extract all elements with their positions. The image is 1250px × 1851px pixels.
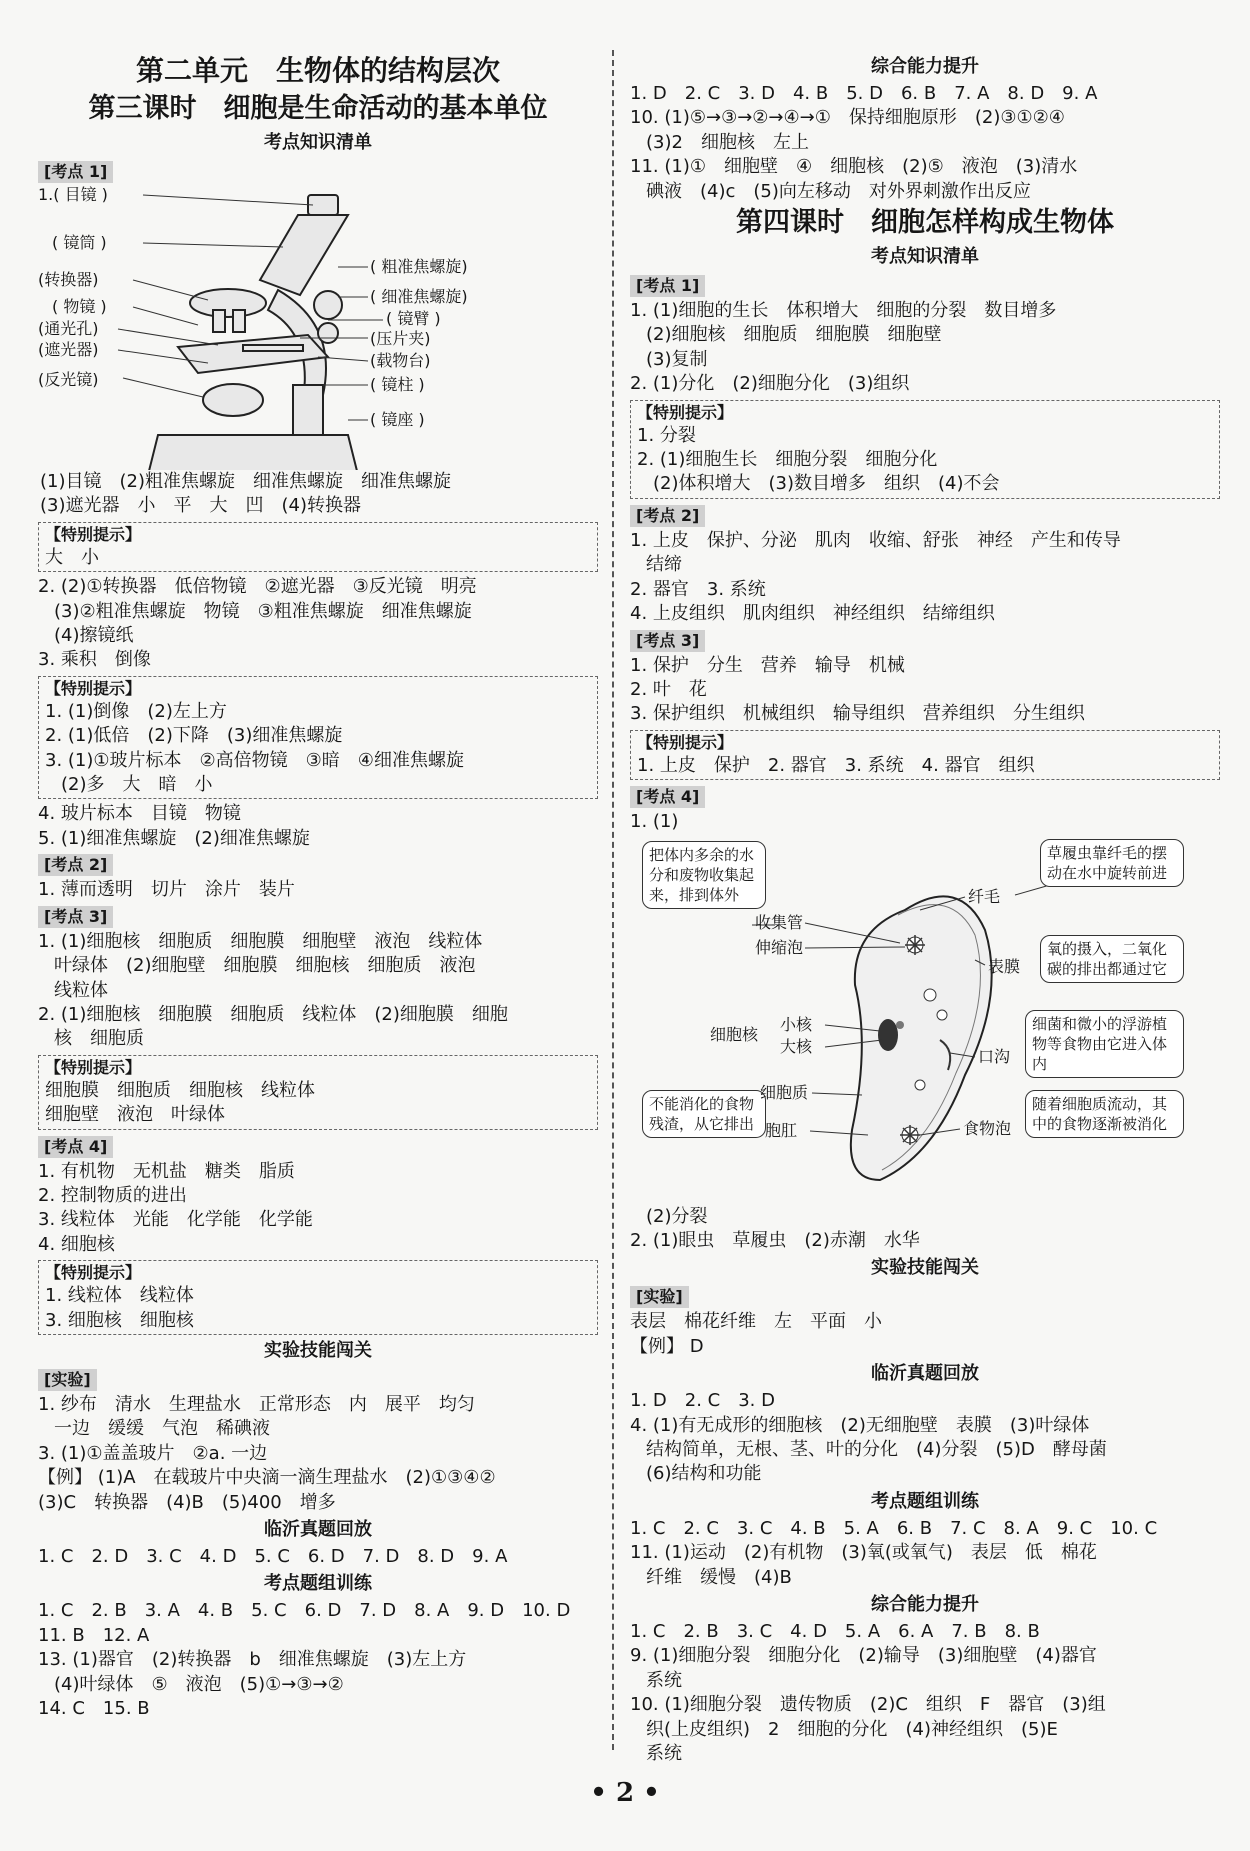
text-line: 4. (1)有无成形的细胞核 (2)无细胞壁 表膜 (3)叶绿体: [630, 1414, 1090, 1436]
label-membrane: 表膜: [988, 956, 1021, 976]
lesson-title: 第三课时 细胞是生命活动的基本单位: [88, 93, 548, 124]
tip-box: [38, 676, 598, 800]
tag-experiment: [实验]: [630, 1286, 689, 1308]
text-line: 14. C 15. B: [38, 1698, 150, 1720]
left-column: [38, 52, 598, 1721]
label-clip: (压片夹): [370, 329, 431, 348]
tip-title: 【特别提示】: [45, 1057, 142, 1077]
tip-box: [630, 730, 1220, 780]
tip-line: 1. 分裂: [637, 424, 696, 446]
label-nucleus: 细胞核: [710, 1024, 759, 1044]
text-line: 1. (1): [630, 811, 679, 833]
right-column: [630, 52, 1220, 1766]
text-line: 结缔: [646, 554, 682, 576]
text-line: 1. C 2. C 3. C 4. B 5. A 6. B 7. C 8. A 9. C 10. C: [630, 1517, 1158, 1539]
label-coarse-knob: ( 粗准焦螺旋): [370, 257, 468, 276]
text-line: 1. D 2. C 3. D 4. B 5. D 6. B 7. A 8. D 9. A: [630, 83, 1098, 104]
section-comprehensive: 综合能力提升: [871, 56, 979, 77]
text-line: 纤维 缓慢 (4)B: [646, 1566, 792, 1588]
callout-contractile: 把体内多余的水分和废物收集起来，排到体外: [642, 841, 766, 909]
text-line: 系统: [646, 1669, 682, 1691]
text-line: 叶绿体 (2)细胞壁 细胞膜 细胞核 细胞质 液泡: [54, 955, 476, 977]
tip-line: 细胞壁 液泡 叶绿体: [45, 1104, 225, 1126]
section-checklist: 考点知识清单: [264, 132, 372, 153]
tip-line: 细胞膜 细胞质 细胞核 线粒体: [45, 1079, 315, 1101]
text-line: 核 细胞质: [54, 1028, 144, 1050]
text-line: 线粒体: [54, 979, 108, 1001]
text-line: 2. 叶 花: [630, 678, 707, 700]
tag-k2: [考点 2]: [630, 505, 705, 527]
text-line: (3)C 转换器 (4)B (5)400 增多: [38, 1491, 336, 1513]
text-line: 11. (1)运动 (2)有机物 (3)氧(或氧气) 表层 低 棉花: [630, 1542, 1097, 1564]
text-line: (3)遮光器 小 平 大 凹 (4)转换器: [40, 495, 361, 517]
tip-line: (2)多 大 暗 小: [61, 774, 213, 796]
text-line: 3. 乘积 倒像: [38, 649, 151, 671]
label-anal-pore: 胞肛: [765, 1120, 798, 1140]
paramecium-figure: [630, 835, 1220, 1205]
text-line: 1. C 2. B 3. A 4. B 5. C 6. D 7. D 8. A 9. D 10. D: [38, 1600, 571, 1622]
text-line: (1)目镜 (2)粗准焦螺旋 细准焦螺旋 细准焦螺旋: [40, 471, 451, 492]
text-line: 一边 缓缓 气泡 稀碘液: [54, 1418, 270, 1440]
tip-box: [38, 1260, 598, 1335]
text-line: 3. (1)①盖盖玻片 ②a. 一边: [38, 1442, 268, 1464]
tip-title: 【特别提示】: [45, 524, 142, 544]
text-line: 【例】 D: [630, 1335, 704, 1357]
label-diaphragm: (遮光器): [38, 340, 99, 359]
column-divider: [612, 50, 614, 1750]
text-line: 1. D 2. C 3. D: [630, 1390, 775, 1412]
text-line: 11. B 12. A: [38, 1624, 150, 1646]
tag-k3: [考点 3]: [38, 906, 113, 928]
text-line: (2)细胞核 细胞质 细胞膜 细胞壁: [646, 324, 942, 346]
text-line: 4. 细胞核: [38, 1233, 115, 1255]
tip-line: 1. (1)倒像 (2)左上方: [45, 700, 227, 722]
label-micronucleus: 小核: [780, 1014, 813, 1034]
text-line: (3)2 细胞核 左上: [646, 131, 809, 153]
label-aperture: (通光孔): [38, 319, 99, 338]
label-nosepiece: (转换器): [38, 270, 99, 289]
text-line: (4)擦镜纸: [54, 625, 134, 647]
section-experiment: 实验技能闯关: [264, 1339, 372, 1361]
text-line: (6)结构和功能: [646, 1463, 762, 1485]
tip-line: 2. (1)细胞生长 细胞分裂 细胞分化: [637, 449, 938, 471]
tip-title: 【特别提示】: [637, 732, 734, 752]
text-line: 2. (1)分化 (2)细胞分化 (3)组织: [630, 373, 910, 395]
tip-box: [38, 1055, 598, 1130]
label-collecting-canal: 收集管: [755, 912, 804, 932]
label-base: ( 镜座 ): [370, 410, 425, 429]
label-cytoplasm: 细胞质: [760, 1082, 809, 1102]
tag-k2: [考点 2]: [38, 854, 113, 876]
callout-food-vacuole: 随着细胞质流动，其中的食物逐渐被消化: [1025, 1090, 1184, 1138]
label-contractile-vacuole: 伸缩泡: [755, 937, 804, 957]
text-line: (4)叶绿体 ⑤ 液泡 (5)①→③→②: [54, 1673, 344, 1695]
tip-title: 【特别提示】: [45, 678, 142, 698]
text-line: 【例】 (1)A 在载玻片中央滴一滴生理盐水 (2)①③④②: [38, 1467, 496, 1489]
section-training: 考点题组训练: [264, 1573, 372, 1595]
section-real-exam: 临沂真题回放: [871, 1363, 979, 1385]
page-number: • 2 •: [590, 1778, 660, 1808]
label-stage: (载物台): [370, 351, 431, 370]
text-line: 13. (1)器官 (2)转换器 b 细准焦螺旋 (3)左上方: [38, 1649, 467, 1671]
label-pillar: ( 镜柱 ): [370, 375, 425, 394]
microscope-figure: [38, 185, 598, 470]
text-line: 织(上皮组织) 2 细胞的分化 (4)神经组织 (5)E: [646, 1718, 1058, 1740]
text-line: 10. (1)⑤→③→②→④→① 保持细胞原形 (2)③①②④: [630, 107, 1065, 129]
text-line: 2. (1)细胞核 细胞膜 细胞质 线粒体 (2)细胞膜 细胞: [38, 1003, 508, 1025]
section-checklist: 考点知识清单: [871, 246, 979, 268]
callout-membrane: 氧的摄入，二氧化碳的排出都通过它: [1040, 935, 1184, 983]
text-line: 3. 线粒体 光能 化学能 化学能: [38, 1209, 313, 1231]
section-comprehensive: 综合能力提升: [871, 1594, 979, 1615]
label-macronucleus: 大核: [780, 1036, 813, 1056]
tag-k1: [考点 1]: [630, 275, 705, 297]
callout-cilia: 草履虫靠纤毛的摆动在水中旋转前进: [1040, 839, 1184, 887]
label-eyepiece: 1.( 目镜 ): [38, 185, 108, 204]
tip-line: (2)体积增大 (3)数目增多 组织 (4)不会: [653, 473, 1000, 495]
unit-title: 第二单元 生物体的结构层次: [135, 54, 500, 87]
text-line: 4. 玻片标本 目镜 物镜: [38, 803, 241, 825]
text-line: 1. (1)细胞核 细胞质 细胞膜 细胞壁 液泡 线粒体: [38, 930, 483, 952]
tip-box: [630, 400, 1220, 499]
label-objective: ( 物镜 ): [52, 297, 107, 316]
tag-k4: [考点 4]: [38, 1136, 113, 1158]
text-line: 碘液 (4)c (5)向左移动 对外界刺激作出反应: [646, 180, 1031, 202]
microscope-icon: [38, 185, 598, 470]
text-line: 11. (1)① 细胞壁 ④ 细胞核 (2)⑤ 液泡 (3)清水: [630, 156, 1078, 178]
text-line: 结构简单，无根、茎、叶的分化 (4)分裂 (5)D 酵母菌: [646, 1438, 1107, 1460]
text-line: 2. 器官 3. 系统: [630, 578, 766, 600]
callout-anal-pore: 不能消化的食物残渣，从它排出: [642, 1090, 766, 1138]
text-line: 5. (1)细准焦螺旋 (2)细准焦螺旋: [38, 827, 310, 849]
text-line: 4. 上皮组织 肌肉组织 神经组织 结缔组织: [630, 603, 995, 625]
tip-box: [38, 522, 598, 572]
text-line: 2. (1)眼虫 草履虫 (2)赤潮 水华: [630, 1229, 920, 1251]
label-food-vacuole: 食物泡: [963, 1118, 1012, 1138]
label-oral-groove: 口沟: [978, 1046, 1011, 1066]
label-cilia: 纤毛: [968, 886, 1001, 906]
section-experiment: 实验技能闯关: [871, 1257, 979, 1279]
text-line: 10. (1)细胞分裂 遗传物质 (2)C 组织 F 器官 (3)组: [630, 1694, 1106, 1716]
label-arm: ( 镜臂 ): [386, 309, 441, 328]
tip-line: 3. 细胞核 细胞核: [45, 1309, 194, 1331]
callout-oral-groove: 细菌和微小的浮游植物等食物由它进入体内: [1025, 1010, 1184, 1078]
text-line: 1. C 2. D 3. C 4. D 5. C 6. D 7. D 8. D 9. A: [38, 1546, 508, 1567]
text-line: 1. (1)细胞的生长 体积增大 细胞的分裂 数目增多: [630, 300, 1057, 322]
tip-line: 3. (1)①玻片标本 ②高倍物镜 ③暗 ④细准焦螺旋: [45, 749, 464, 771]
text-line: 系统: [646, 1743, 682, 1765]
text-line: 1. C 2. B 3. C 4. D 5. A 6. A 7. B 8. B: [630, 1621, 1040, 1642]
text-line: 2. (2)①转换器 低倍物镜 ②遮光器 ③反光镜 明亮: [38, 576, 477, 598]
tip-line: 2. (1)低倍 (2)下降 (3)细准焦螺旋: [45, 725, 343, 747]
text-line: (2)分裂: [646, 1205, 708, 1227]
section-real-exam: 临沂真题回放: [264, 1519, 372, 1540]
tag-k1: [考点 1]: [38, 161, 113, 183]
tip-line: 大 小: [45, 546, 99, 568]
text-line: (3)②粗准焦螺旋 物镜 ③粗准焦螺旋 细准焦螺旋: [54, 600, 472, 622]
tip-line: 1. 上皮 保护 2. 器官 3. 系统 4. 器官 组织: [637, 754, 1035, 776]
label-mirror: (反光镜): [38, 370, 99, 389]
label-fine-knob: ( 细准焦螺旋): [370, 287, 468, 306]
text-line: 2. 控制物质的进出: [38, 1184, 187, 1206]
label-tube: ( 镜筒 ): [52, 233, 107, 252]
text-line: 1. 有机物 无机盐 糖类 脂质: [38, 1160, 295, 1182]
text-line: 1. 上皮 保护、分泌 肌肉 收缩、舒张 神经 产生和传导: [630, 529, 1121, 551]
tip-title: 【特别提示】: [637, 402, 734, 422]
text-line: 1. 薄而透明 切片 涂片 装片: [38, 879, 295, 901]
text-line: 3. 保护组织 机械组织 输导组织 营养组织 分生组织: [630, 703, 1085, 725]
text-line: 1. 保护 分生 营养 输导 机械: [630, 654, 905, 676]
section-training: 考点题组训练: [871, 1490, 979, 1512]
tag-k4: [考点 4]: [630, 786, 705, 808]
text-line: 9. (1)细胞分裂 细胞分化 (2)输导 (3)细胞壁 (4)器官: [630, 1645, 1097, 1667]
lesson4-title: 第四课时 细胞怎样构成生物体: [736, 207, 1114, 239]
tip-title: 【特别提示】: [45, 1263, 142, 1283]
tip-line: 1. 线粒体 线粒体: [45, 1285, 194, 1307]
text-line: (3)复制: [646, 348, 708, 370]
tag-experiment: [实验]: [38, 1369, 97, 1391]
tag-k3: [考点 3]: [630, 630, 705, 652]
text-line: 表层 棉花纤维 左 平面 小: [630, 1311, 882, 1333]
text-line: 1. 纱布 清水 生理盐水 正常形态 内 展平 均匀: [38, 1393, 475, 1415]
